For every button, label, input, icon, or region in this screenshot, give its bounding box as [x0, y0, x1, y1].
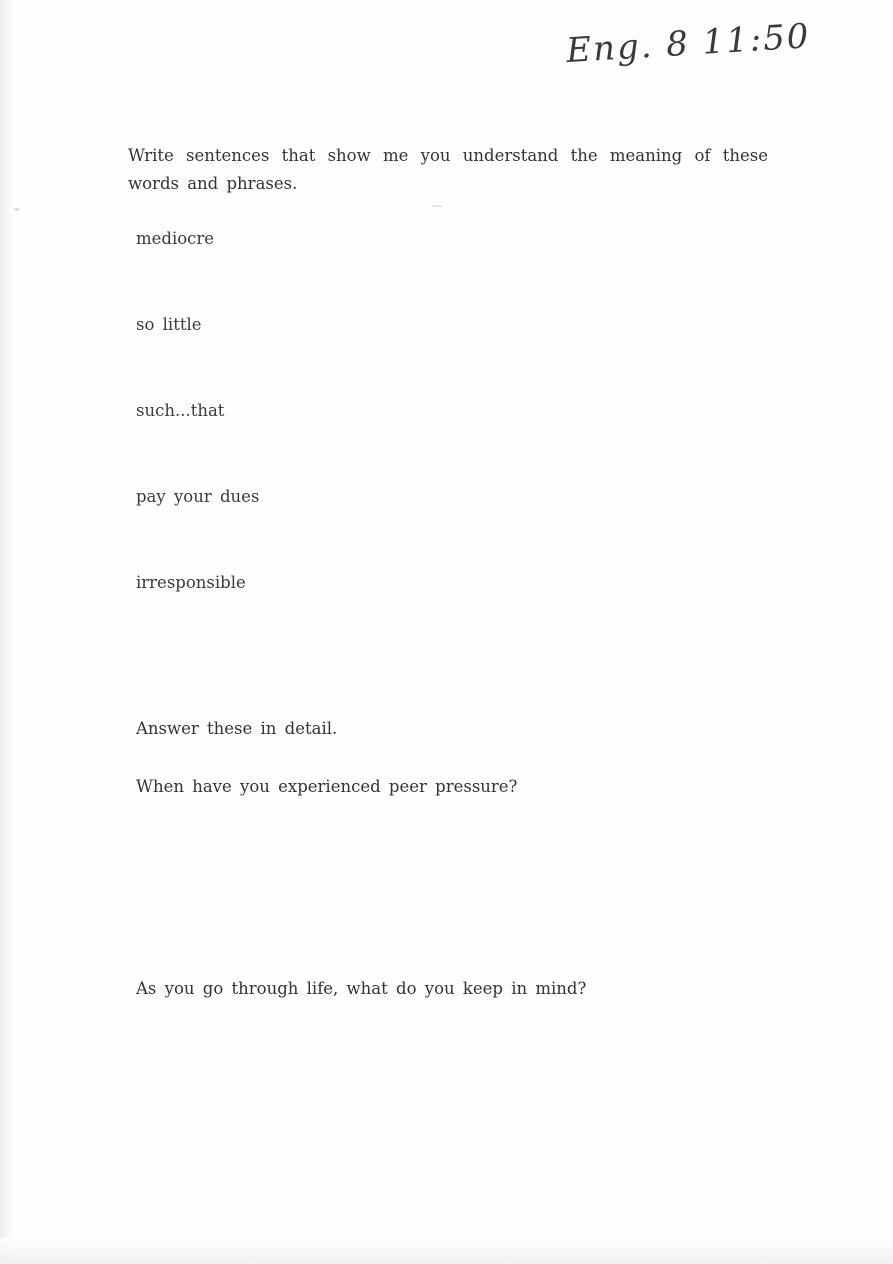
- list-item: mediocre: [136, 229, 215, 248]
- list-item: such...that: [136, 401, 225, 420]
- answer-section: [136, 717, 776, 1001]
- list-item: pay your dues: [136, 487, 260, 506]
- list-item: irresponsible: [136, 573, 246, 592]
- answer-section-heading: Answer these in detail.: [136, 719, 338, 738]
- scan-speck: [432, 205, 442, 207]
- list-item: so little: [136, 315, 202, 334]
- worksheet-instruction: Write sentences that show me you understand the meaning of these words and phrases.: [128, 146, 768, 193]
- scan-edge-left: [0, 0, 14, 1264]
- scan-edge-bottom: [0, 1238, 893, 1264]
- scan-speck: [14, 208, 20, 211]
- vocabulary-list: [136, 228, 736, 658]
- question-1: When have you experienced peer pressure?: [136, 777, 518, 796]
- question-2: As you go through life, what do you keep in mind?: [136, 979, 587, 998]
- handwritten-header-note: Eng. 8 11:50: [565, 16, 812, 72]
